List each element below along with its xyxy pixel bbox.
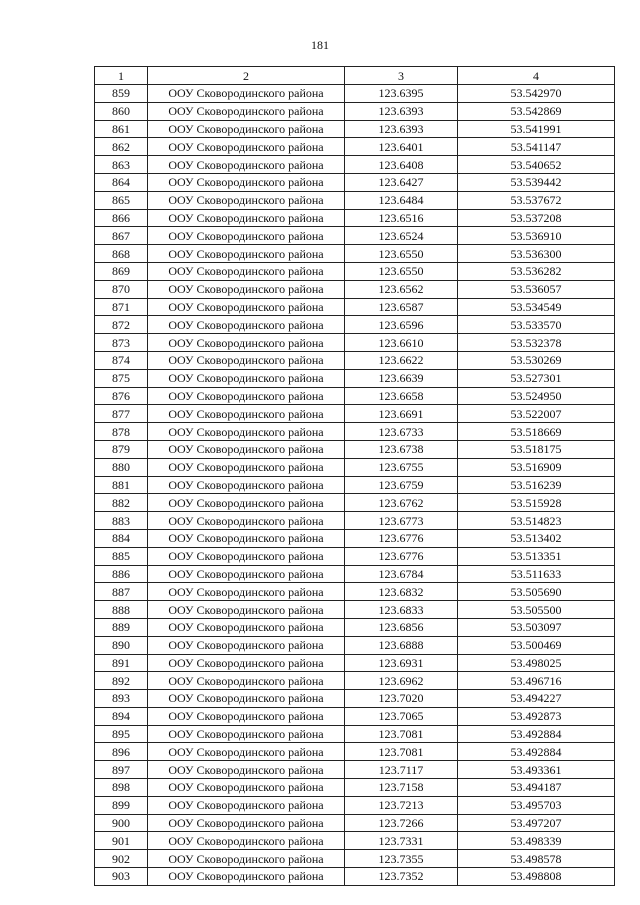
latitude-cell: 53.503097 [458,618,615,636]
longitude-cell: 123.6395 [345,85,458,103]
table-row [95,761,615,779]
latitude-cell: 53.524950 [458,387,615,405]
latitude-cell: 53.516239 [458,476,615,494]
region-name-cell: ООУ Сковородинского района [148,547,345,565]
table-row [95,351,615,369]
table-row [95,832,615,850]
region-name-cell: ООУ Сковородинского района [148,850,345,868]
region-name-cell: ООУ Сковородинского района [148,387,345,405]
latitude-cell: 53.498025 [458,654,615,672]
longitude-cell: 123.6755 [345,458,458,476]
row-number-cell: 887 [95,583,148,601]
table-row [95,707,615,725]
table-row [95,583,615,601]
region-name-cell: ООУ Сковородинского района [148,761,345,779]
latitude-cell: 53.493361 [458,761,615,779]
latitude-cell: 53.541147 [458,138,615,156]
table-row [95,227,615,245]
row-number-cell: 900 [95,814,148,832]
table-row [95,280,615,298]
table-row [95,120,615,138]
table-row [95,654,615,672]
longitude-cell: 123.6773 [345,512,458,530]
table-row [95,85,615,103]
table-row [95,405,615,423]
longitude-cell: 123.7352 [345,868,458,886]
row-number-cell: 892 [95,672,148,690]
region-name-cell: ООУ Сковородинского района [148,814,345,832]
latitude-cell: 53.498578 [458,850,615,868]
row-number-cell: 880 [95,458,148,476]
region-name-cell: ООУ Сковородинского района [148,636,345,654]
latitude-cell: 53.532378 [458,334,615,352]
longitude-cell: 123.7117 [345,761,458,779]
table-row [95,387,615,405]
table-row [95,191,615,209]
table-row [95,868,615,886]
coordinates-table [94,66,615,886]
longitude-cell: 123.6408 [345,156,458,174]
region-name-cell: ООУ Сковородинского района [148,832,345,850]
region-name-cell: ООУ Сковородинского района [148,138,345,156]
longitude-cell: 123.6776 [345,529,458,547]
region-name-cell: ООУ Сковородинского района [148,654,345,672]
row-number-cell: 893 [95,690,148,708]
row-number-cell: 870 [95,280,148,298]
latitude-cell: 53.541991 [458,120,615,138]
column-header-2: 2 [148,67,345,85]
row-number-cell: 863 [95,156,148,174]
table-row [95,529,615,547]
table-row [95,743,615,761]
region-name-cell: ООУ Сковородинского района [148,227,345,245]
longitude-cell: 123.6962 [345,672,458,690]
longitude-cell: 123.6833 [345,601,458,619]
table-row [95,102,615,120]
longitude-cell: 123.6393 [345,120,458,138]
latitude-cell: 53.497207 [458,814,615,832]
region-name-cell: ООУ Сковородинского района [148,476,345,494]
longitude-cell: 123.7065 [345,707,458,725]
longitude-cell: 123.7266 [345,814,458,832]
region-name-cell: ООУ Сковородинского района [148,102,345,120]
table-header-row [95,67,615,85]
longitude-cell: 123.6658 [345,387,458,405]
table-row [95,209,615,227]
longitude-cell: 123.6931 [345,654,458,672]
region-name-cell: ООУ Сковородинского района [148,707,345,725]
latitude-cell: 53.518669 [458,423,615,441]
region-name-cell: ООУ Сковородинского района [148,458,345,476]
row-number-cell: 886 [95,565,148,583]
region-name-cell: ООУ Сковородинского района [148,85,345,103]
region-name-cell: ООУ Сковородинского района [148,796,345,814]
latitude-cell: 53.539442 [458,173,615,191]
longitude-cell: 123.7158 [345,779,458,797]
row-number-cell: 890 [95,636,148,654]
row-number-cell: 875 [95,369,148,387]
row-number-cell: 876 [95,387,148,405]
longitude-cell: 123.6596 [345,316,458,334]
table-row [95,814,615,832]
table-row [95,512,615,530]
page-number: 181 [311,38,329,52]
row-number-cell: 894 [95,707,148,725]
longitude-cell: 123.6888 [345,636,458,654]
longitude-cell: 123.6516 [345,209,458,227]
latitude-cell: 53.516909 [458,458,615,476]
row-number-cell: 874 [95,351,148,369]
table-row [95,173,615,191]
longitude-cell: 123.6856 [345,618,458,636]
longitude-cell: 123.6639 [345,369,458,387]
row-number-cell: 897 [95,761,148,779]
latitude-cell: 53.494227 [458,690,615,708]
longitude-cell: 123.7020 [345,690,458,708]
region-name-cell: ООУ Сковородинского района [148,423,345,441]
latitude-cell: 53.515928 [458,494,615,512]
region-name-cell: ООУ Сковородинского района [148,369,345,387]
region-name-cell: ООУ Сковородинского района [148,316,345,334]
row-number-cell: 889 [95,618,148,636]
region-name-cell: ООУ Сковородинского района [148,512,345,530]
row-number-cell: 885 [95,547,148,565]
region-name-cell: ООУ Сковородинского района [148,245,345,263]
latitude-cell: 53.542869 [458,102,615,120]
table-row [95,458,615,476]
latitude-cell: 53.514823 [458,512,615,530]
region-name-cell: ООУ Сковородинского района [148,298,345,316]
longitude-cell: 123.6610 [345,334,458,352]
table-row [95,334,615,352]
latitude-cell: 53.496716 [458,672,615,690]
region-name-cell: ООУ Сковородинского района [148,868,345,886]
table-row [95,262,615,280]
longitude-cell: 123.6776 [345,547,458,565]
longitude-cell: 123.6550 [345,262,458,280]
row-number-cell: 896 [95,743,148,761]
region-name-cell: ООУ Сковородинского района [148,743,345,761]
longitude-cell: 123.6587 [345,298,458,316]
table-row [95,423,615,441]
row-number-cell: 861 [95,120,148,138]
row-number-cell: 865 [95,191,148,209]
row-number-cell: 877 [95,405,148,423]
table-row [95,245,615,263]
table-row [95,298,615,316]
latitude-cell: 53.518175 [458,440,615,458]
region-name-cell: ООУ Сковородинского района [148,120,345,138]
longitude-cell: 123.7213 [345,796,458,814]
latitude-cell: 53.536057 [458,280,615,298]
row-number-cell: 899 [95,796,148,814]
row-number-cell: 903 [95,868,148,886]
region-name-cell: ООУ Сковородинского района [148,618,345,636]
table-row [95,672,615,690]
row-number-cell: 883 [95,512,148,530]
row-number-cell: 895 [95,725,148,743]
table-row [95,565,615,583]
table-row [95,476,615,494]
row-number-cell: 868 [95,245,148,263]
latitude-cell: 53.492884 [458,725,615,743]
row-number-cell: 866 [95,209,148,227]
table-row [95,796,615,814]
longitude-cell: 123.6524 [345,227,458,245]
longitude-cell: 123.6762 [345,494,458,512]
latitude-cell: 53.492884 [458,743,615,761]
longitude-cell: 123.6733 [345,423,458,441]
region-name-cell: ООУ Сковородинского района [148,529,345,547]
longitude-cell: 123.6622 [345,351,458,369]
row-number-cell: 872 [95,316,148,334]
row-number-cell: 901 [95,832,148,850]
latitude-cell: 53.534549 [458,298,615,316]
latitude-cell: 53.536282 [458,262,615,280]
table-body [95,85,615,886]
row-number-cell: 860 [95,102,148,120]
longitude-cell: 123.6484 [345,191,458,209]
region-name-cell: ООУ Сковородинского района [148,690,345,708]
row-number-cell: 884 [95,529,148,547]
region-name-cell: ООУ Сковородинского района [148,334,345,352]
longitude-cell: 123.6562 [345,280,458,298]
latitude-cell: 53.494187 [458,779,615,797]
region-name-cell: ООУ Сковородинского района [148,672,345,690]
region-name-cell: ООУ Сковородинского района [148,565,345,583]
row-number-cell: 879 [95,440,148,458]
table-row [95,601,615,619]
column-header-4: 4 [458,67,615,85]
table-row [95,138,615,156]
latitude-cell: 53.537208 [458,209,615,227]
row-number-cell: 859 [95,85,148,103]
table-row [95,779,615,797]
table-row [95,636,615,654]
longitude-cell: 123.6427 [345,173,458,191]
region-name-cell: ООУ Сковородинского района [148,583,345,601]
longitude-cell: 123.7081 [345,743,458,761]
table-row [95,440,615,458]
latitude-cell: 53.536300 [458,245,615,263]
latitude-cell: 53.498808 [458,868,615,886]
table-row [95,369,615,387]
table-row [95,850,615,868]
column-header-3: 3 [345,67,458,85]
region-name-cell: ООУ Сковородинского района [148,262,345,280]
table-row [95,494,615,512]
longitude-cell: 123.6401 [345,138,458,156]
region-name-cell: ООУ Сковородинского района [148,779,345,797]
longitude-cell: 123.6832 [345,583,458,601]
row-number-cell: 882 [95,494,148,512]
longitude-cell: 123.6738 [345,440,458,458]
row-number-cell: 878 [95,423,148,441]
region-name-cell: ООУ Сковородинского района [148,601,345,619]
longitude-cell: 123.6759 [345,476,458,494]
region-name-cell: ООУ Сковородинского района [148,725,345,743]
table-row [95,690,615,708]
region-name-cell: ООУ Сковородинского района [148,351,345,369]
region-name-cell: ООУ Сковородинского района [148,173,345,191]
row-number-cell: 871 [95,298,148,316]
region-name-cell: ООУ Сковородинского района [148,156,345,174]
table-row [95,618,615,636]
row-number-cell: 888 [95,601,148,619]
latitude-cell: 53.513351 [458,547,615,565]
row-number-cell: 898 [95,779,148,797]
latitude-cell: 53.536910 [458,227,615,245]
region-name-cell: ООУ Сковородинского района [148,209,345,227]
latitude-cell: 53.537672 [458,191,615,209]
row-number-cell: 862 [95,138,148,156]
longitude-cell: 123.6550 [345,245,458,263]
latitude-cell: 53.527301 [458,369,615,387]
latitude-cell: 53.522007 [458,405,615,423]
latitude-cell: 53.513402 [458,529,615,547]
latitude-cell: 53.542970 [458,85,615,103]
row-number-cell: 869 [95,262,148,280]
longitude-cell: 123.6393 [345,102,458,120]
table-row [95,725,615,743]
latitude-cell: 53.530269 [458,351,615,369]
region-name-cell: ООУ Сковородинского района [148,280,345,298]
region-name-cell: ООУ Сковородинского района [148,440,345,458]
row-number-cell: 873 [95,334,148,352]
region-name-cell: ООУ Сковородинского района [148,191,345,209]
column-header-1: 1 [95,67,148,85]
longitude-cell: 123.7331 [345,832,458,850]
latitude-cell: 53.505690 [458,583,615,601]
row-number-cell: 891 [95,654,148,672]
latitude-cell: 53.505500 [458,601,615,619]
row-number-cell: 881 [95,476,148,494]
latitude-cell: 53.500469 [458,636,615,654]
latitude-cell: 53.492873 [458,707,615,725]
row-number-cell: 902 [95,850,148,868]
longitude-cell: 123.6784 [345,565,458,583]
table-row [95,547,615,565]
table-row [95,316,615,334]
longitude-cell: 123.6691 [345,405,458,423]
region-name-cell: ООУ Сковородинского района [148,405,345,423]
latitude-cell: 53.495703 [458,796,615,814]
row-number-cell: 867 [95,227,148,245]
longitude-cell: 123.7355 [345,850,458,868]
latitude-cell: 53.511633 [458,565,615,583]
row-number-cell: 864 [95,173,148,191]
region-name-cell: ООУ Сковородинского района [148,494,345,512]
latitude-cell: 53.533570 [458,316,615,334]
table-row [95,156,615,174]
latitude-cell: 53.498339 [458,832,615,850]
longitude-cell: 123.7081 [345,725,458,743]
latitude-cell: 53.540652 [458,156,615,174]
